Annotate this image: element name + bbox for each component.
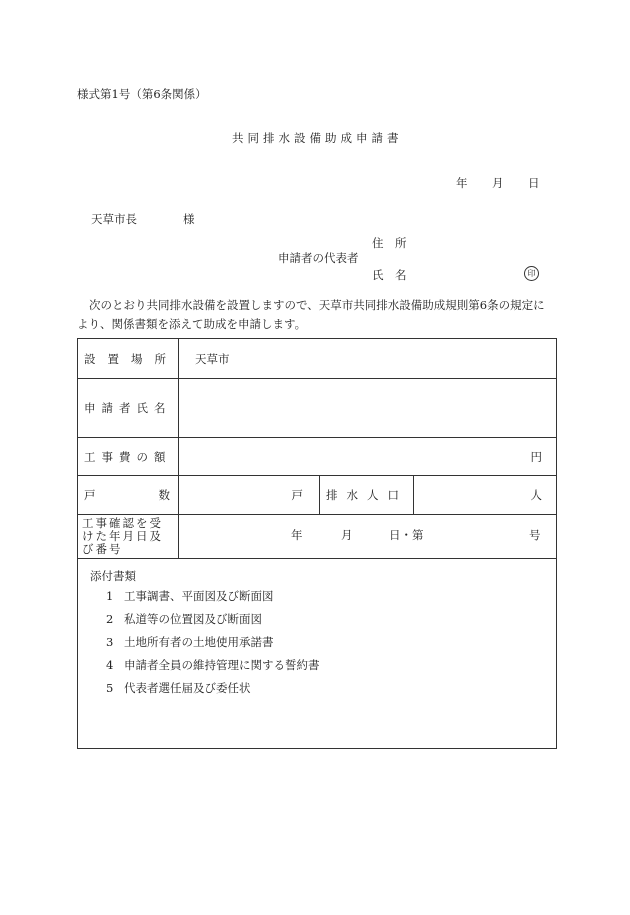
row-cost bbox=[78, 438, 557, 476]
applicant-names-value bbox=[179, 379, 557, 438]
row-households bbox=[78, 476, 557, 515]
date-month: 月 bbox=[492, 176, 504, 190]
addressee-name: 天草市長 bbox=[91, 212, 137, 226]
address-label: 住 所 bbox=[372, 236, 407, 250]
households-label-cell bbox=[78, 476, 179, 515]
attachment-no: 4 bbox=[106, 658, 114, 672]
intro-line-1: 次のとおり共同排水設備を設置しますので、天草市共同排水設備助成規則第6条の規定に bbox=[89, 298, 545, 312]
households-label bbox=[78, 487, 178, 503]
location-value: 天草市 bbox=[179, 339, 557, 379]
attachment-no: 1 bbox=[106, 589, 114, 603]
attachment-item bbox=[106, 657, 556, 673]
confirm-day: 日・第 bbox=[389, 528, 424, 542]
attachment-text: 代表者選任届及び委任状 bbox=[124, 681, 251, 695]
application-table bbox=[77, 338, 557, 749]
date-year: 年 bbox=[456, 176, 468, 190]
confirm-year: 年 bbox=[291, 528, 303, 542]
attachment-no: 3 bbox=[106, 635, 114, 649]
applicant-names-label: 申請者氏名 bbox=[78, 379, 179, 438]
attachments-title: 添付書類 bbox=[90, 569, 136, 583]
households-label-char-2: 数 bbox=[158, 488, 170, 502]
addressee-honorific: 様 bbox=[183, 212, 195, 226]
attachment-text: 土地所有者の土地使用承諾書 bbox=[124, 635, 274, 649]
row-attachments bbox=[78, 559, 557, 749]
row-confirmation bbox=[78, 515, 557, 559]
form-number: 様式第1号（第6条関係） bbox=[77, 87, 207, 101]
attachments-cell bbox=[78, 559, 557, 749]
attachment-text: 申請者全員の維持管理に関する誓約書 bbox=[124, 658, 320, 672]
attachment-text: 私道等の位置図及び断面図 bbox=[124, 612, 262, 626]
households-label-char-1: 戸 bbox=[84, 488, 96, 502]
document-title: 共同排水設備助成申請書 bbox=[232, 131, 403, 145]
attachments-list bbox=[90, 588, 556, 696]
confirm-number: 号 bbox=[529, 528, 541, 542]
name-label: 氏 名 bbox=[372, 268, 407, 282]
attachment-item bbox=[106, 588, 556, 604]
row-applicants bbox=[78, 379, 557, 438]
attachment-text: 工事調書、平面図及び断面図 bbox=[124, 589, 274, 603]
row-location bbox=[78, 339, 557, 379]
date-day: 日 bbox=[528, 176, 540, 190]
cost-label: 工事費の額 bbox=[78, 438, 179, 476]
seal-mark: 印 bbox=[524, 266, 539, 281]
attachment-no: 5 bbox=[106, 681, 114, 695]
attachment-no: 2 bbox=[106, 612, 114, 626]
confirm-month: 月 bbox=[341, 528, 353, 542]
representative-label: 申請者の代表者 bbox=[278, 251, 359, 265]
confirm-label: 工事確認を受けた年月日及び番号 bbox=[78, 515, 179, 559]
cost-unit: 円 bbox=[179, 438, 557, 476]
attachment-item bbox=[106, 634, 556, 650]
location-label: 設置場所 bbox=[78, 339, 179, 379]
drainage-label: 排水人口 bbox=[320, 476, 414, 515]
intro-line-2: より、関係書類を添えて助成を申請します。 bbox=[77, 317, 307, 331]
attachment-item bbox=[106, 611, 556, 627]
attachment-item bbox=[106, 680, 556, 696]
drainage-unit: 人 bbox=[414, 476, 557, 515]
households-unit: 戸 bbox=[179, 476, 320, 515]
confirm-value bbox=[179, 515, 557, 559]
